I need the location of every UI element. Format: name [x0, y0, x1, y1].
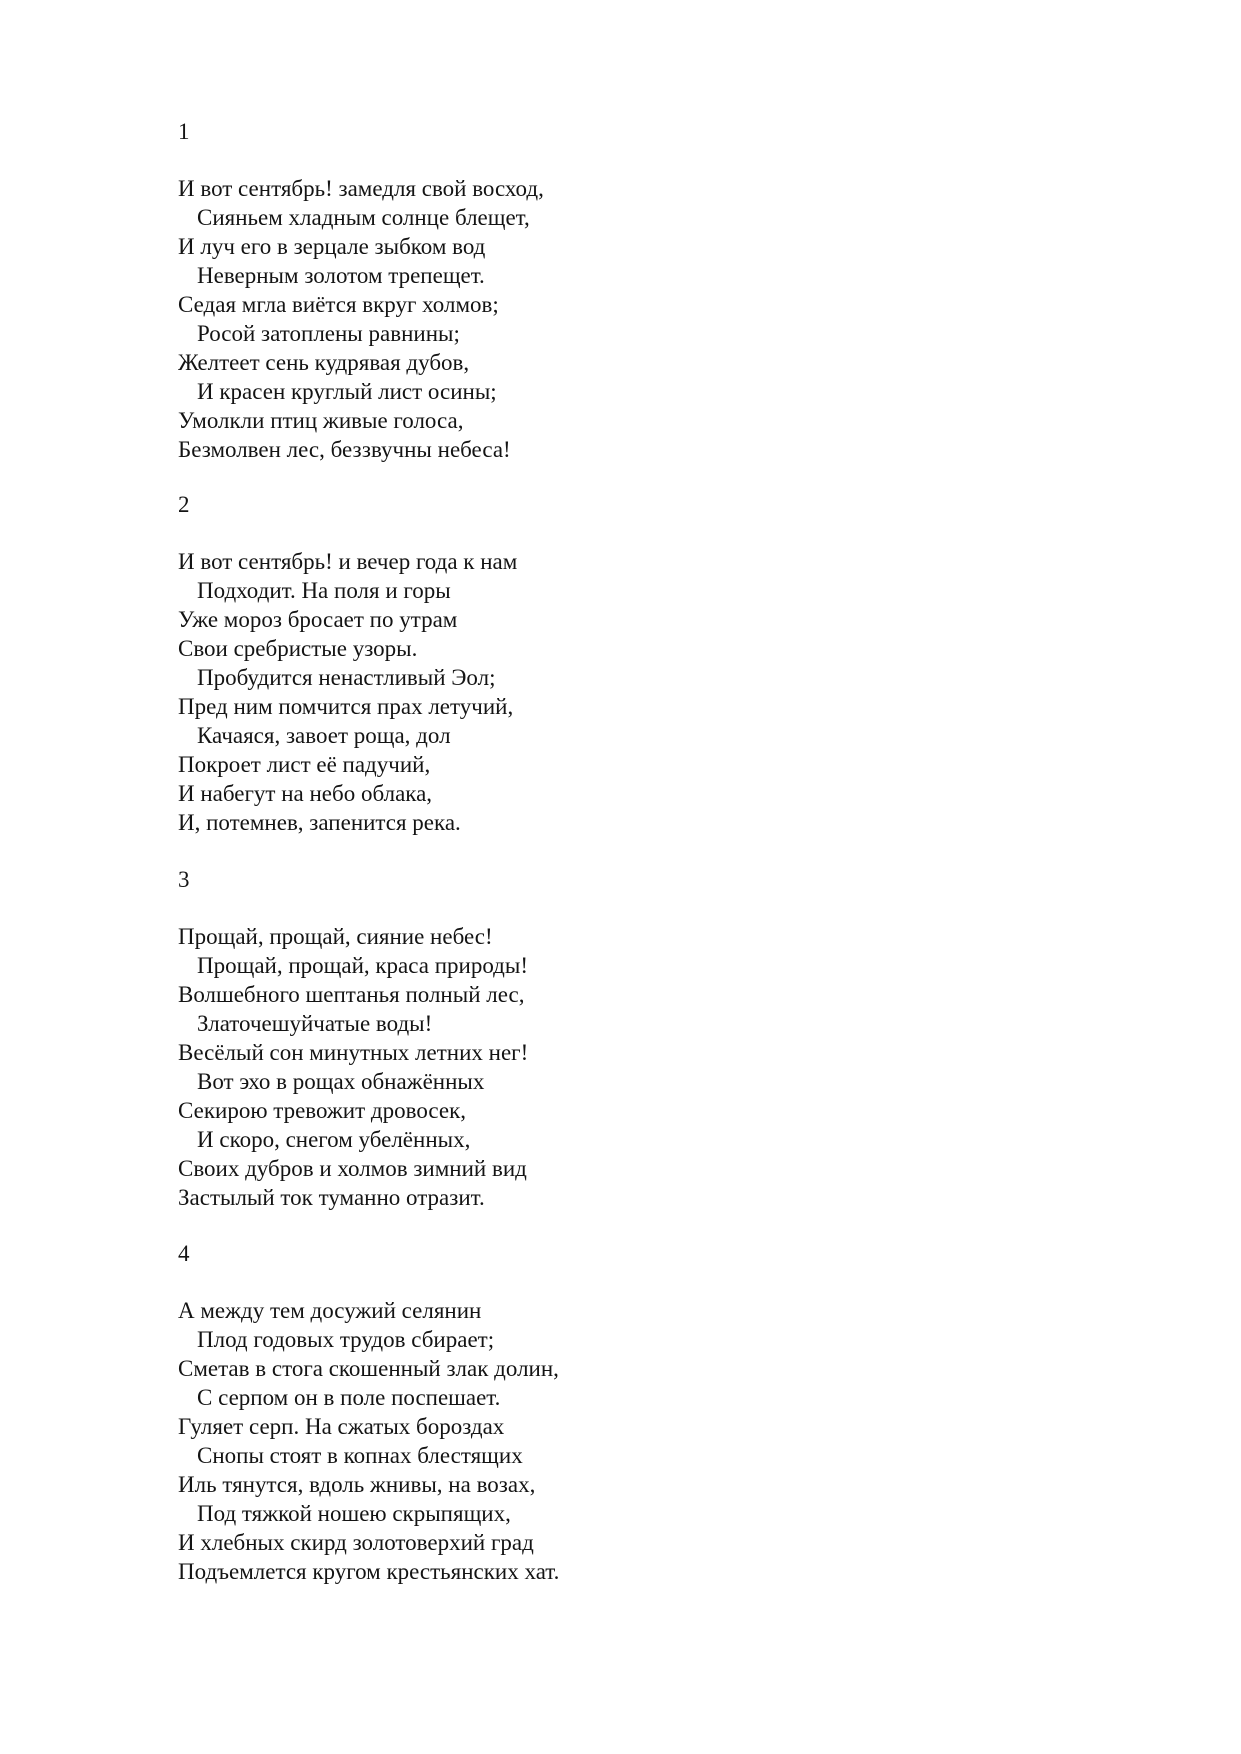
verse-line: Пред ним помчится прах летучий, [178, 694, 514, 719]
verse-line: Гуляет серп. На сжатых бороздах [178, 1414, 505, 1439]
stanza-number: 2 [178, 492, 190, 517]
verse-line: Подходит. На поля и горы [197, 578, 451, 603]
verse-line: Волшебного шептанья полный лес, [178, 982, 525, 1007]
verse-line: Неверным золотом трепещет. [197, 263, 485, 288]
verse-line: Прощай, прощай, краса природы! [197, 953, 528, 978]
verse-line: Под тяжкой ношею скрыпящих, [197, 1501, 511, 1526]
stanza-number: 1 [178, 119, 190, 144]
stanza-4 [178, 1239, 1078, 1586]
verse-line: С серпом он в поле поспешает. [197, 1385, 501, 1410]
verse-line: Сметав в стога скошенный злак долин, [178, 1356, 559, 1381]
verse-line: Седая мгла виётся вкруг холмов; [178, 292, 499, 317]
verse-line: Пробудится ненастливый Эол; [197, 665, 496, 690]
verse-line: Своих дубров и холмов зимний вид [178, 1156, 527, 1181]
verse-line: Росой затоплены равнины; [197, 321, 460, 346]
verse-line: Уже мороз бросает по утрам [178, 607, 458, 632]
verse-line: Свои сребристые узоры. [178, 636, 418, 661]
stanza-2 [178, 490, 1078, 837]
verse-line: Умолкли птиц живые голоса, [178, 408, 464, 433]
verse-line: Весёлый сон минутных летних нег! [178, 1040, 529, 1065]
stanza-number: 4 [178, 1241, 190, 1266]
verse-line: Прощай, прощай, сияние небес! [178, 924, 493, 949]
stanza-3 [178, 865, 1078, 1212]
verse-line: Качаяся, завоет роща, дол [197, 723, 451, 748]
verse-line: И красен круглый лист осины; [197, 379, 497, 404]
verse-line: И вот сентябрь! замедля свой восход, [178, 176, 544, 201]
verse-line: И, потемнев, запенится река. [178, 810, 461, 835]
verse-line: Желтеет сень кудрявая дубов, [178, 350, 470, 375]
verse-line: Сияньем хладным солнце блещет, [197, 205, 530, 230]
verse-line: Секирою тревожит дровосек, [178, 1098, 467, 1123]
stanza-number: 3 [178, 867, 190, 892]
verse-line: Застылый ток туманно отразит. [178, 1185, 485, 1210]
verse-line: И луч его в зерцале зыбком вод [178, 234, 486, 259]
verse-line: Иль тянутся, вдоль жнивы, на возах, [178, 1472, 536, 1497]
verse-line: А между тем досужий селянин [178, 1298, 482, 1323]
verse-line: Златочешуйчатые воды! [197, 1011, 433, 1036]
verse-line: Покроет лист её падучий, [178, 752, 431, 777]
verse-line: Плод годовых трудов сбирает; [197, 1327, 495, 1352]
verse-line: И набегут на небо облака, [178, 781, 433, 806]
verse-line: Подъемлется кругом крестьянских хат. [178, 1559, 560, 1584]
verse-line: И хлебных скирд золотоверхий град [178, 1530, 534, 1555]
stanza-1 [178, 117, 1078, 464]
verse-line: И вот сентябрь! и вечер года к нам [178, 549, 518, 574]
verse-line: И скоро, снегом убелённых, [197, 1127, 471, 1152]
verse-line: Снопы стоят в копнах блестящих [197, 1443, 523, 1468]
verse-line: Вот эхо в рощах обнажённых [197, 1069, 485, 1094]
verse-line: Безмолвен лес, беззвучны небеса! [178, 437, 511, 462]
